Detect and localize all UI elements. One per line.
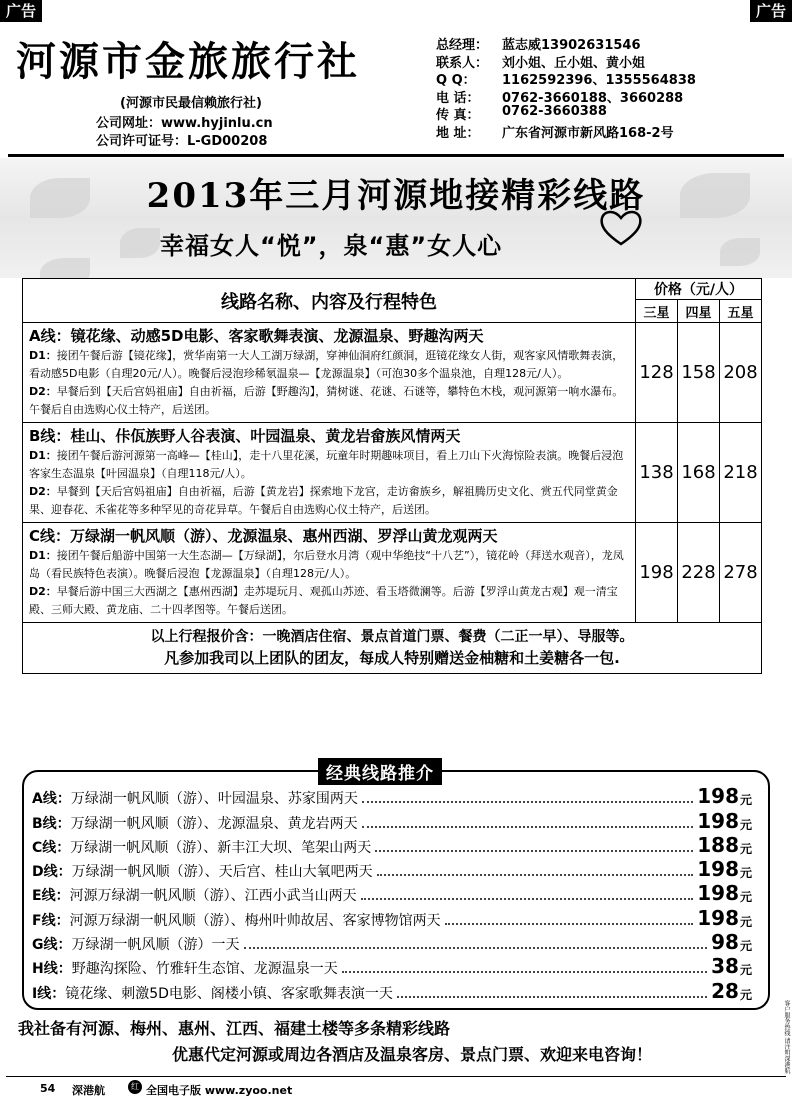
side-print-note: 客户服务热线 请注明深港航 — [783, 1000, 790, 1074]
classic-route-desc: 万绿湖一帆风顺（游）一天 — [71, 937, 240, 954]
contact-label: 地 址： — [436, 125, 480, 141]
contact-value: 0762-3660388 — [502, 104, 607, 119]
classic-route-price: 188 — [697, 832, 739, 857]
route-day-2 — [29, 383, 629, 419]
contact-label: Q Q： — [436, 73, 476, 88]
heart-icon — [598, 208, 644, 248]
day-label: D1： — [29, 349, 57, 362]
contact-value: 0762-3660188、3660288 — [502, 90, 684, 106]
currency-unit: 元 — [739, 890, 752, 905]
price-3star: 138 — [636, 423, 678, 523]
classic-route-label: B线： — [32, 815, 71, 832]
table-row-route-c — [23, 523, 762, 623]
route-day-2 — [29, 483, 629, 519]
contact-row-qq — [436, 69, 786, 87]
day-text: 接团午餐后船游中国第一大生态湖—【万绿湖】，尔后登水月湾（观中华绝技“十八艺”），镜花岭（拜送水观音），龙凤岛（看民族特色表演）。晚餐后浸泡【龙源温泉】（自理128元/人）。 — [29, 549, 624, 580]
price-notes — [23, 623, 762, 674]
price-4star: 158 — [678, 323, 720, 423]
company-slogan: (河源市民最信赖旅行社) — [120, 96, 262, 111]
day-label: D1： — [29, 549, 57, 562]
contact-value: 蓝志威13902631546 — [502, 38, 641, 53]
classic-route-item — [32, 808, 752, 832]
classic-routes-title: 经典线路推介 — [318, 758, 442, 785]
currency-unit: 元 — [739, 939, 752, 954]
currency-unit: 元 — [739, 914, 752, 929]
contact-label: 传 真： — [436, 108, 480, 123]
contact-row-fax — [436, 104, 786, 122]
classic-route-price: 198 — [697, 784, 739, 809]
table-note-row — [23, 623, 762, 674]
route-title: A线：镜花缘、动感5D电影、客家歌舞表演、龙源温泉、野趣沟两天 — [29, 327, 484, 345]
day-label: D1： — [29, 449, 57, 462]
day-text: 早餐后游中国三大西湖之【惠州西湖】走苏堤玩月、观孤山苏迹、看玉塔微澜等。后游【罗浮山黄龙古观】观一清宝殿、三师大殿、黄龙庙、二十四孝图等。午餐后送团。 — [29, 585, 618, 616]
column-header-5star: 五星 — [720, 300, 762, 323]
column-header-route: 线路名称、内容及行程特色 — [23, 279, 636, 323]
currency-unit: 元 — [739, 963, 752, 978]
classic-route-label: I线： — [32, 985, 66, 1002]
day-label: D2： — [29, 485, 57, 498]
classic-route-item — [32, 784, 752, 808]
dot-leader — [445, 923, 694, 925]
page-number: 54 — [40, 1082, 56, 1095]
dot-leader — [361, 898, 694, 900]
classic-route-label: G线： — [32, 937, 72, 954]
price-5star: 208 — [720, 323, 762, 423]
route-description — [23, 423, 636, 523]
contact-row-phone — [436, 87, 786, 105]
price-3star: 198 — [636, 523, 678, 623]
dot-leader — [342, 971, 707, 973]
classic-route-desc: 野趣沟探险、竹雅轩生态馆、龙源温泉一天 — [71, 961, 338, 978]
classic-route-item — [32, 978, 752, 1002]
classic-route-label: H线： — [32, 961, 72, 978]
dot-leader — [397, 996, 707, 998]
classic-route-desc: 万绿湖一帆风顺（游）、天后宫、桂山大氧吧两天 — [71, 864, 373, 881]
route-day-2 — [29, 583, 629, 619]
dot-leader — [377, 874, 694, 876]
table-header-row — [23, 279, 762, 300]
routes-table — [22, 278, 762, 674]
classic-route-item — [32, 954, 752, 978]
classic-route-desc: 万绿湖一帆风顺（游）、龙源温泉、黄龙岩两天 — [70, 815, 358, 832]
petal-decoration — [120, 228, 160, 258]
currency-unit: 元 — [739, 793, 752, 808]
classic-route-price: 198 — [697, 857, 739, 882]
contact-label: 电 话： — [436, 90, 480, 106]
classic-route-price: 28 — [711, 978, 739, 1003]
contact-row-address — [436, 122, 786, 140]
contact-block — [436, 34, 786, 139]
page-footer-rule — [6, 1076, 786, 1077]
classic-route-desc: 万绿湖一帆风顺（游）、新丰江大坝、笔架山两天 — [70, 839, 372, 856]
classic-route-price: 198 — [697, 905, 739, 930]
price-5star: 218 — [720, 423, 762, 523]
contact-value: 刘小姐、丘小姐、黄小姐 — [502, 55, 646, 71]
dot-leader — [362, 826, 694, 828]
table-row-route-b — [23, 423, 762, 523]
route-day-1 — [29, 547, 629, 583]
publication-logo-icon: 红 — [128, 1080, 142, 1094]
dot-leader — [362, 801, 693, 803]
price-5star: 278 — [720, 523, 762, 623]
route-description — [23, 523, 636, 623]
price-4star: 228 — [678, 523, 720, 623]
contact-row-manager — [436, 34, 786, 52]
banner-title: 2013年三月河源地接精彩线路 — [146, 176, 646, 216]
contact-value: 1162592396、1355564838 — [502, 73, 696, 88]
classic-route-desc: 万绿湖一帆风顺（游）、叶园温泉、苏家围两天 — [70, 791, 358, 808]
route-description — [23, 323, 636, 423]
classic-route-label: E线： — [32, 888, 70, 905]
contact-value: 广东省河源市新风路168-2号 — [502, 125, 674, 141]
day-label: D2： — [29, 385, 57, 398]
classic-route-price: 198 — [697, 808, 739, 833]
ad-tag-right: 广告 — [750, 0, 792, 22]
classic-route-item — [32, 833, 752, 857]
table-row-route-a — [23, 323, 762, 423]
company-website[interactable]: 公司网址：www.hyjinlu.cn — [96, 116, 273, 131]
classic-route-label: A线： — [32, 791, 71, 808]
footer-routes-note: 我社备有河源、梅州、惠州、江西、福建土楼等多条精彩线路 — [18, 1019, 451, 1038]
price-4star: 168 — [678, 423, 720, 523]
classic-route-item — [32, 857, 752, 881]
dot-leader — [244, 947, 708, 949]
contact-label: 联系人： — [436, 55, 489, 71]
route-day-1 — [29, 447, 629, 483]
route-title: B线：桂山、佧佤族野人谷表演、叶园温泉、黄龙岩畲族风情两天 — [29, 427, 461, 445]
footer-booking-note: 优惠代定河源或周边各酒店及温泉客房、景点门票、欢迎来电咨询！ — [172, 1045, 653, 1064]
publication-name: 深港航 — [72, 1084, 105, 1097]
day-text: 早餐后到【天后宫妈祖庙】自由祈福，后游【野趣沟】，猜树谜、花谜、石谜等，攀特色木栈，观河源第一响水瀑布。午餐后自由选购心仪土特产，后送团。 — [29, 385, 624, 416]
classic-route-item — [32, 905, 752, 929]
company-license: 公司许可证号：L-GD00208 — [96, 134, 268, 149]
classic-routes-list — [32, 784, 752, 1003]
contact-label: 总经理： — [436, 38, 489, 53]
column-header-3star: 三星 — [636, 300, 678, 323]
currency-unit: 元 — [739, 841, 752, 856]
day-text: 早餐到【天后宫妈祖庙】自由祈福，后游【黄龙岩】探索地下龙宫，走访畲族乡，解祖腾历史文化、赏五代同堂黄金果、迎春花、禾雀花等多种罕见的奇花异草。午餐后自由选购心仪土特产，后送团。 — [29, 485, 618, 516]
contact-row-person — [436, 52, 786, 70]
classic-route-label: C线： — [32, 839, 71, 856]
column-header-4star: 四星 — [678, 300, 720, 323]
currency-unit: 元 — [739, 866, 752, 881]
classic-route-item — [32, 930, 752, 954]
day-text: 接团午餐后游河源第一高峰—【桂山】，走十八里花溪，玩童年时期趣味项目，看上刀山下火海惊险表演。晚餐后浸泡客家生态温泉【叶园温泉】（自理118元/人）。 — [29, 449, 624, 480]
classic-route-label: F线： — [32, 912, 70, 929]
dot-leader — [375, 850, 693, 852]
route-day-1 — [29, 347, 629, 383]
route-title: C线：万绿湖一帆风顺（游）、龙源温泉、惠州西湖、罗浮山黄龙观两天 — [29, 527, 498, 545]
day-text: 接团午餐后游【镜花缘】，赏华南第一大人工湖万绿湖，穿神仙洞府红颜洞，逛镜花缘女人街，观客家风情歌舞表演，看动感5D电影（自理20元/人）。晚餐后浸泡珍稀氡温泉—【龙源温泉】（可泡30多个温泉池，自理128元/人）。 — [29, 349, 624, 380]
classic-route-price: 98 — [711, 930, 739, 955]
price-3star: 128 — [636, 323, 678, 423]
classic-route-desc: 镜花缘、刺激5D电影、阁楼小镇、客家歌舞表演一天 — [65, 985, 393, 1002]
gift-note: 凡参加我司以上团队的团友，每成人特别赠送金柚糖和土姜糖各一包. — [164, 649, 620, 667]
day-label: D2： — [29, 585, 57, 598]
ad-tag-left: 广告 — [0, 0, 42, 22]
classic-route-label: D线： — [32, 864, 72, 881]
petal-decoration — [720, 238, 760, 266]
web-edition-link[interactable]: 全国电子版 www.zyoo.net — [146, 1084, 293, 1097]
currency-unit: 元 — [739, 817, 752, 832]
header-divider — [8, 154, 784, 157]
classic-route-desc: 河源万绿湖一帆风顺（游）、梅州叶帅故居、客家博物馆两天 — [69, 912, 441, 929]
classic-route-price: 198 — [697, 881, 739, 906]
company-name: 河源市金旅旅行社 — [16, 39, 360, 85]
currency-unit: 元 — [739, 987, 752, 1002]
classic-route-item — [32, 881, 752, 905]
classic-route-price: 38 — [711, 954, 739, 979]
price-includes-note: 以上行程报价含：一晚酒店住宿、景点首道门票、餐费（二正一早）、导服等。 — [150, 629, 634, 645]
banner-subtitle: 幸福女人“悦”，泉“惠”女人心 — [160, 232, 503, 260]
column-header-price: 价格（元/人） — [636, 279, 762, 300]
classic-route-desc: 河源万绿湖一帆风顺（游）、江西小武当山两天 — [69, 888, 357, 905]
